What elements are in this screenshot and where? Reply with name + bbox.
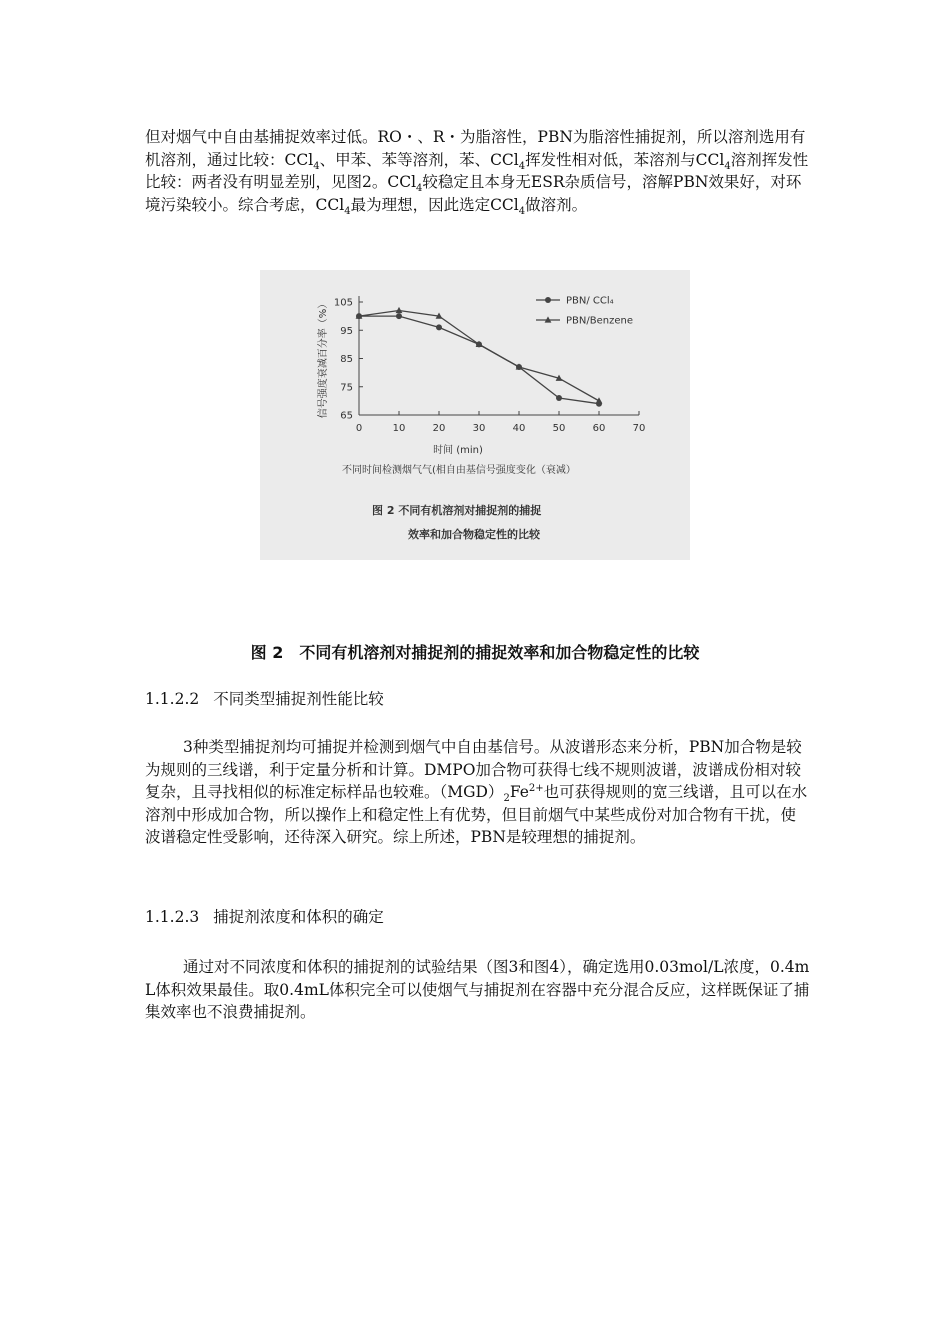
section-number: 1.1.2.3: [145, 908, 200, 926]
figure-scan: [260, 270, 690, 560]
x-tick-label: 30: [472, 423, 486, 434]
data-point-circle: [556, 395, 562, 401]
inner-caption-line2: 效率和加合物稳定性的比较: [408, 528, 540, 541]
x-tick-label: 40: [512, 423, 526, 434]
x-tick-label: 50: [552, 423, 566, 434]
y-axis-label: 信号强度衰减百分率（%）: [318, 298, 329, 419]
figure-caption: [0, 642, 950, 664]
x-tick-label: 20: [432, 423, 446, 434]
legend-label-2: PBN/Benzene: [566, 315, 633, 327]
x-tick-label: 60: [592, 423, 606, 434]
data-point-triangle: [396, 307, 403, 313]
paragraph-trap-comparison: 3种类型捕捉剂均可捕捉并检测到烟气中自由基信号。从波谱形态来分析，PBN加合物是较为规则的三线谱，利于定量分析和计算。DMPO加合物可获得七线不规则波谱，波谱成份相对较复杂，且寻找相似的标准定标样品也较难。$(MGD)_2Fe^{2+}$也可获得规则的宽三线谱，且可以在水溶剂中形成加合物，所以操作上和稳定性上有优势，但目前烟气中某些成份对加合物有干扰，使波谱稳定性受影响，还待深入研究。综上所述，PBN是较理想的捕捉剂。: [145, 738, 808, 847]
x-axis-label: 时间 (min): [433, 445, 483, 456]
section-number: 1.1.2.2: [145, 690, 200, 708]
figure-number: 图 2: [250, 643, 284, 662]
y-tick-label: 105: [333, 297, 353, 309]
figure-note: 不同时间检测烟气气(相自由基信号强度变化（衰减）: [342, 465, 576, 476]
series-line-1: [359, 316, 599, 404]
section-title: 捕捉剂浓度和体积的确定: [213, 908, 384, 926]
section-heading-1-1-2-2: [145, 688, 384, 710]
x-tick-label: 0: [355, 423, 363, 434]
section-title: 不同类型捕捉剂性能比较: [213, 690, 384, 708]
figure-caption-text: 不同有机溶剂对捕捉剂的捕捉效率和加合物稳定性的比较: [299, 643, 700, 662]
line-chart: [260, 270, 690, 560]
legend-label-1: PBN/ CCl₄: [566, 295, 614, 307]
section-heading-1-1-2-3: [145, 906, 384, 928]
data-point-circle: [396, 313, 402, 319]
paragraph-concentration-volume: 通过对不同浓度和体积的捕捉剂的试验结果（图3和图4），确定选用0.03mol/L浓度，0.4mL体积效果最佳。取0.4mL体积完全可以使烟气与捕捉剂在容器中充分混合反应，这样既保证了捕集效率也不浪费捕捉剂。: [145, 958, 810, 1022]
y-tick-label: 65: [340, 410, 353, 422]
data-point-circle: [436, 324, 442, 330]
legend-marker-circle: [545, 297, 551, 303]
paragraph-solvent-selection: 但对烟气中自由基捕捉效率过低。RO・、R・为脂溶性，PBN为脂溶性捕捉剂，所以溶剂选用有机溶剂，通过比较：CCl$_4$、甲苯、苯等溶剂，苯、CCl$_4$挥发性相对低，苯溶剂与CCl$_4$溶剂挥发性比较：两者没有明显差别，见图2。CCl$_4$较稳定且本身无ESR杂质信号，溶解PBN效果好，对环境污染较小。综合考虑，CCl$_4$最为理想，因此选定CCl$_4$做溶剂。: [145, 128, 809, 217]
data-point-triangle: [596, 397, 603, 403]
series-line-2: [359, 310, 599, 400]
x-tick-label: 70: [632, 423, 646, 434]
y-tick-label: 95: [340, 325, 353, 337]
chart-legend: [536, 296, 633, 327]
y-tick-label: 85: [340, 354, 353, 365]
inner-caption-line1: 图 2 不同有机溶剂对捕捉剂的捕捉: [372, 504, 542, 517]
x-tick-label: 10: [392, 423, 406, 434]
y-tick-label: 75: [340, 382, 353, 394]
